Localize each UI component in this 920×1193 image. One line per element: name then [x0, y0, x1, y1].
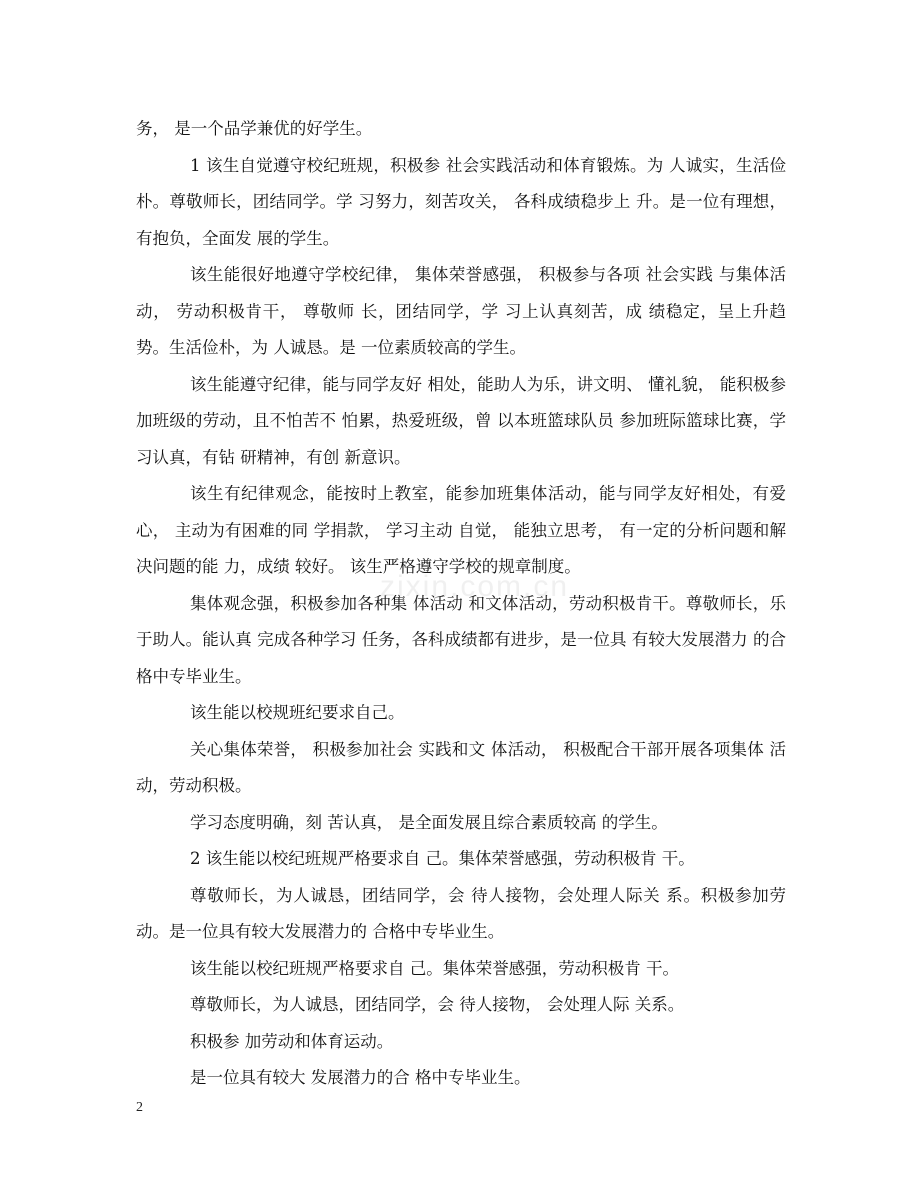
paragraph-8: 学习态度明确，刻 苦认真， 是全面发展且综合素质较高 的学生。 — [190, 812, 668, 832]
paragraph-2: 该生能很好地遵守学校纪律， 集体荣誉感强， 积极参与各项 社会实践 与集体活动， 劳动积极肯干， 尊敬师 长，团结同学，学 习上认真刻苦，成 绩稳定，呈上升趋势。生活俭朴，为 人诚恳。是 一位素质较高的学生。 — [136, 265, 786, 357]
paragraph-3: 该生能遵守纪律，能与同学友好 相处，能助人为乐，讲文明、 懂礼貌， 能积极参加班级的劳动，且不怕苦不 怕累，热爱班级，曾 以本班篮球队员 参加班际篮球比赛，学习认真，有钻 研精神，有创 新意识。 — [136, 374, 786, 467]
document-body — [136, 111, 786, 1097]
paragraph-7: 关心集体荣誉， 积极参加社会 实践和文 体活动， 积极配合干部开展各项集体 活动，劳动积极。 — [136, 739, 786, 795]
paragraph-14: 是一位具有较大 发展潜力的合 格中专毕业生。 — [190, 1068, 531, 1087]
paragraph-12: 尊敬师长，为人诚恳，团结同学，会 待人接物， 会处理人际 关系。 — [190, 995, 685, 1014]
paragraph-10: 尊敬师长，为人诚恳，团结同学，会 待人接物，会处理人际关 系。积极参加劳动。是一位具有较大发展潜力的 合格中专毕业生。 — [136, 885, 786, 941]
paragraph-1: 1 该生自觉遵守校纪班规，积极参 社会实践活动和体育锻炼。为 人诚实，生活俭朴。尊敬师长，团结同学。学 习努力，刻苦攻关， 各科成绩稳步上 升。是一位有理想，有抱负，全面发 展的学生。 — [136, 155, 786, 248]
paragraph-13: 积极参 加劳动和体育运动。 — [190, 1031, 394, 1051]
watermark: zixin.com.cn — [380, 570, 570, 603]
paragraph-5: 集体观念强，积极参加各种集 体活动 和文体活动，劳动积极肯干。尊敬师长，乐于助人。能认真 完成各种学习 任务，各科成绩都有进步，是一位具 有较大发展潜力 的合格中专毕业生。 — [136, 593, 786, 686]
paragraph-4: 该生有纪律观念，能按时上教室，能参加班集体活动，能与同学友好相处，有爱心， 主动为有困难的同 学捐款， 学习主动 自觉， 能独立思考， 有一定的分析问题和解决问题的能 力，成绩 较好。 该生严格遵守学校的规章制度。 — [136, 484, 786, 576]
paragraph-11: 该生能以校纪班规严格要求自 己。集体荣誉感强，劳动积极肯 干。 — [190, 958, 679, 978]
paragraph-9: 2 该生能以校纪班规严格要求自 己。集体荣誉感强，劳动积极肯 干。 — [190, 849, 695, 868]
page-number: 2 — [136, 1100, 143, 1115]
paragraph-6: 该生能以校规班纪要求自己。 — [190, 703, 405, 722]
paragraph-0: 务， 是一个品学兼优的好学生。 — [136, 119, 373, 138]
